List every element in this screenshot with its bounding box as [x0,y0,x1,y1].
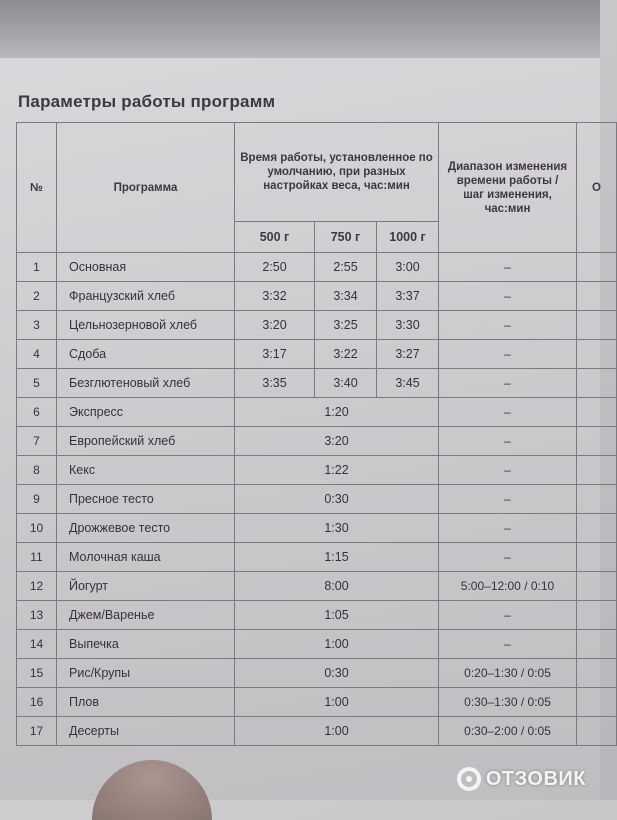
row-number: 6 [17,398,57,427]
program-name: Цельнозерновой хлеб [57,311,235,340]
table-row [17,514,617,543]
table-row [17,543,617,572]
row-number: 9 [17,485,57,514]
time-all-weights: 1:22 [235,456,439,485]
row-number: 16 [17,688,57,717]
program-name: Пресное тесто [57,485,235,514]
program-name: Сдоба [57,340,235,369]
row-number: 17 [17,717,57,746]
extra-cell [577,514,617,543]
time-weight-2: 3:27 [377,340,439,369]
extra-cell [577,717,617,746]
header-default-time: Время работы, установленное по умолчанию, при разных настройках веса, час:мин [235,123,439,222]
time-weight-0: 3:17 [235,340,315,369]
program-name: Выпечка [57,630,235,659]
row-number: 4 [17,340,57,369]
time-range: 0:30–1:30 / 0:05 [439,688,577,717]
row-number: 5 [17,369,57,398]
row-number: 8 [17,456,57,485]
row-number: 13 [17,601,57,630]
time-weight-2: 3:37 [377,282,439,311]
program-name: Джем/Варенье [57,601,235,630]
time-range: – [439,253,577,282]
row-number: 1 [17,253,57,282]
header-extra-partial: О [577,123,617,253]
program-name: Рис/Крупы [57,659,235,688]
time-range: – [439,398,577,427]
header-program: Программа [57,123,235,253]
time-range: 0:20–1:30 / 0:05 [439,659,577,688]
time-range: – [439,514,577,543]
header-weight-750: 750 г [315,222,377,253]
time-all-weights: 0:30 [235,659,439,688]
time-range: – [439,282,577,311]
time-all-weights: 1:05 [235,601,439,630]
time-all-weights: 1:30 [235,514,439,543]
time-weight-2: 3:45 [377,369,439,398]
table-row [17,717,617,746]
time-all-weights: 1:00 [235,717,439,746]
extra-cell [577,427,617,456]
extra-cell [577,253,617,282]
time-all-weights: 0:30 [235,485,439,514]
row-number: 14 [17,630,57,659]
table-row [17,253,617,282]
time-weight-0: 3:32 [235,282,315,311]
time-weight-1: 3:40 [315,369,377,398]
time-range: – [439,369,577,398]
extra-cell [577,485,617,514]
time-range: – [439,456,577,485]
time-all-weights: 3:20 [235,427,439,456]
time-weight-0: 3:20 [235,311,315,340]
time-range: – [439,601,577,630]
extra-cell [577,311,617,340]
time-all-weights: 1:00 [235,630,439,659]
row-number: 12 [17,572,57,601]
background-top-band [0,0,600,62]
extra-cell [577,572,617,601]
time-range: – [439,543,577,572]
time-range: – [439,340,577,369]
time-all-weights: 8:00 [235,572,439,601]
time-range: – [439,630,577,659]
table-row [17,485,617,514]
time-range: 5:00–12:00 / 0:10 [439,572,577,601]
header-number: № [17,123,57,253]
extra-cell [577,601,617,630]
watermark [456,766,586,792]
program-name: Европейский хлеб [57,427,235,456]
time-weight-1: 3:34 [315,282,377,311]
table-row [17,340,617,369]
time-range: – [439,485,577,514]
header-weight-1000: 1000 г [377,222,439,253]
time-weight-0: 3:35 [235,369,315,398]
time-all-weights: 1:20 [235,398,439,427]
header-weight-500: 500 г [235,222,315,253]
row-number: 2 [17,282,57,311]
row-number: 7 [17,427,57,456]
table-row [17,456,617,485]
extra-cell [577,630,617,659]
program-name: Дрожжевое тесто [57,514,235,543]
table-row [17,688,617,717]
time-range: 0:30–2:00 / 0:05 [439,717,577,746]
extra-cell [577,688,617,717]
table-row [17,369,617,398]
program-name: Кекс [57,456,235,485]
table-row [17,311,617,340]
table-row [17,659,617,688]
row-number: 11 [17,543,57,572]
table-row [17,398,617,427]
time-weight-1: 3:25 [315,311,377,340]
time-weight-2: 3:30 [377,311,439,340]
header-range: Диапазон изменения времени работы / шаг изменения, час:мин [439,123,577,253]
time-range: – [439,311,577,340]
row-number: 15 [17,659,57,688]
program-name: Молочная каша [57,543,235,572]
time-weight-2: 3:00 [377,253,439,282]
time-weight-1: 3:22 [315,340,377,369]
extra-cell [577,282,617,311]
extra-cell [577,543,617,572]
time-all-weights: 1:00 [235,688,439,717]
extra-cell [577,340,617,369]
row-number: 10 [17,514,57,543]
time-weight-0: 2:50 [235,253,315,282]
program-name: Десерты [57,717,235,746]
watermark-text: ОТЗОВИК [485,767,586,790]
table-row [17,630,617,659]
extra-cell [577,659,617,688]
extra-cell [577,398,617,427]
program-name: Основная [57,253,235,282]
program-name: Экспресс [57,398,235,427]
table-row [17,427,617,456]
program-name: Безглютеновый хлеб [57,369,235,398]
time-weight-1: 2:55 [315,253,377,282]
table-row [17,601,617,630]
row-number: 3 [17,311,57,340]
extra-cell [577,369,617,398]
programs-table [16,122,617,746]
table-row [17,282,617,311]
otzovik-logo-icon [456,766,482,792]
time-all-weights: 1:15 [235,543,439,572]
program-name: Плов [57,688,235,717]
page-title: Параметры работы программ [18,92,276,111]
program-name: Французский хлеб [57,282,235,311]
table-row [17,572,617,601]
time-range: – [439,427,577,456]
program-name: Йогурт [57,572,235,601]
extra-cell [577,456,617,485]
